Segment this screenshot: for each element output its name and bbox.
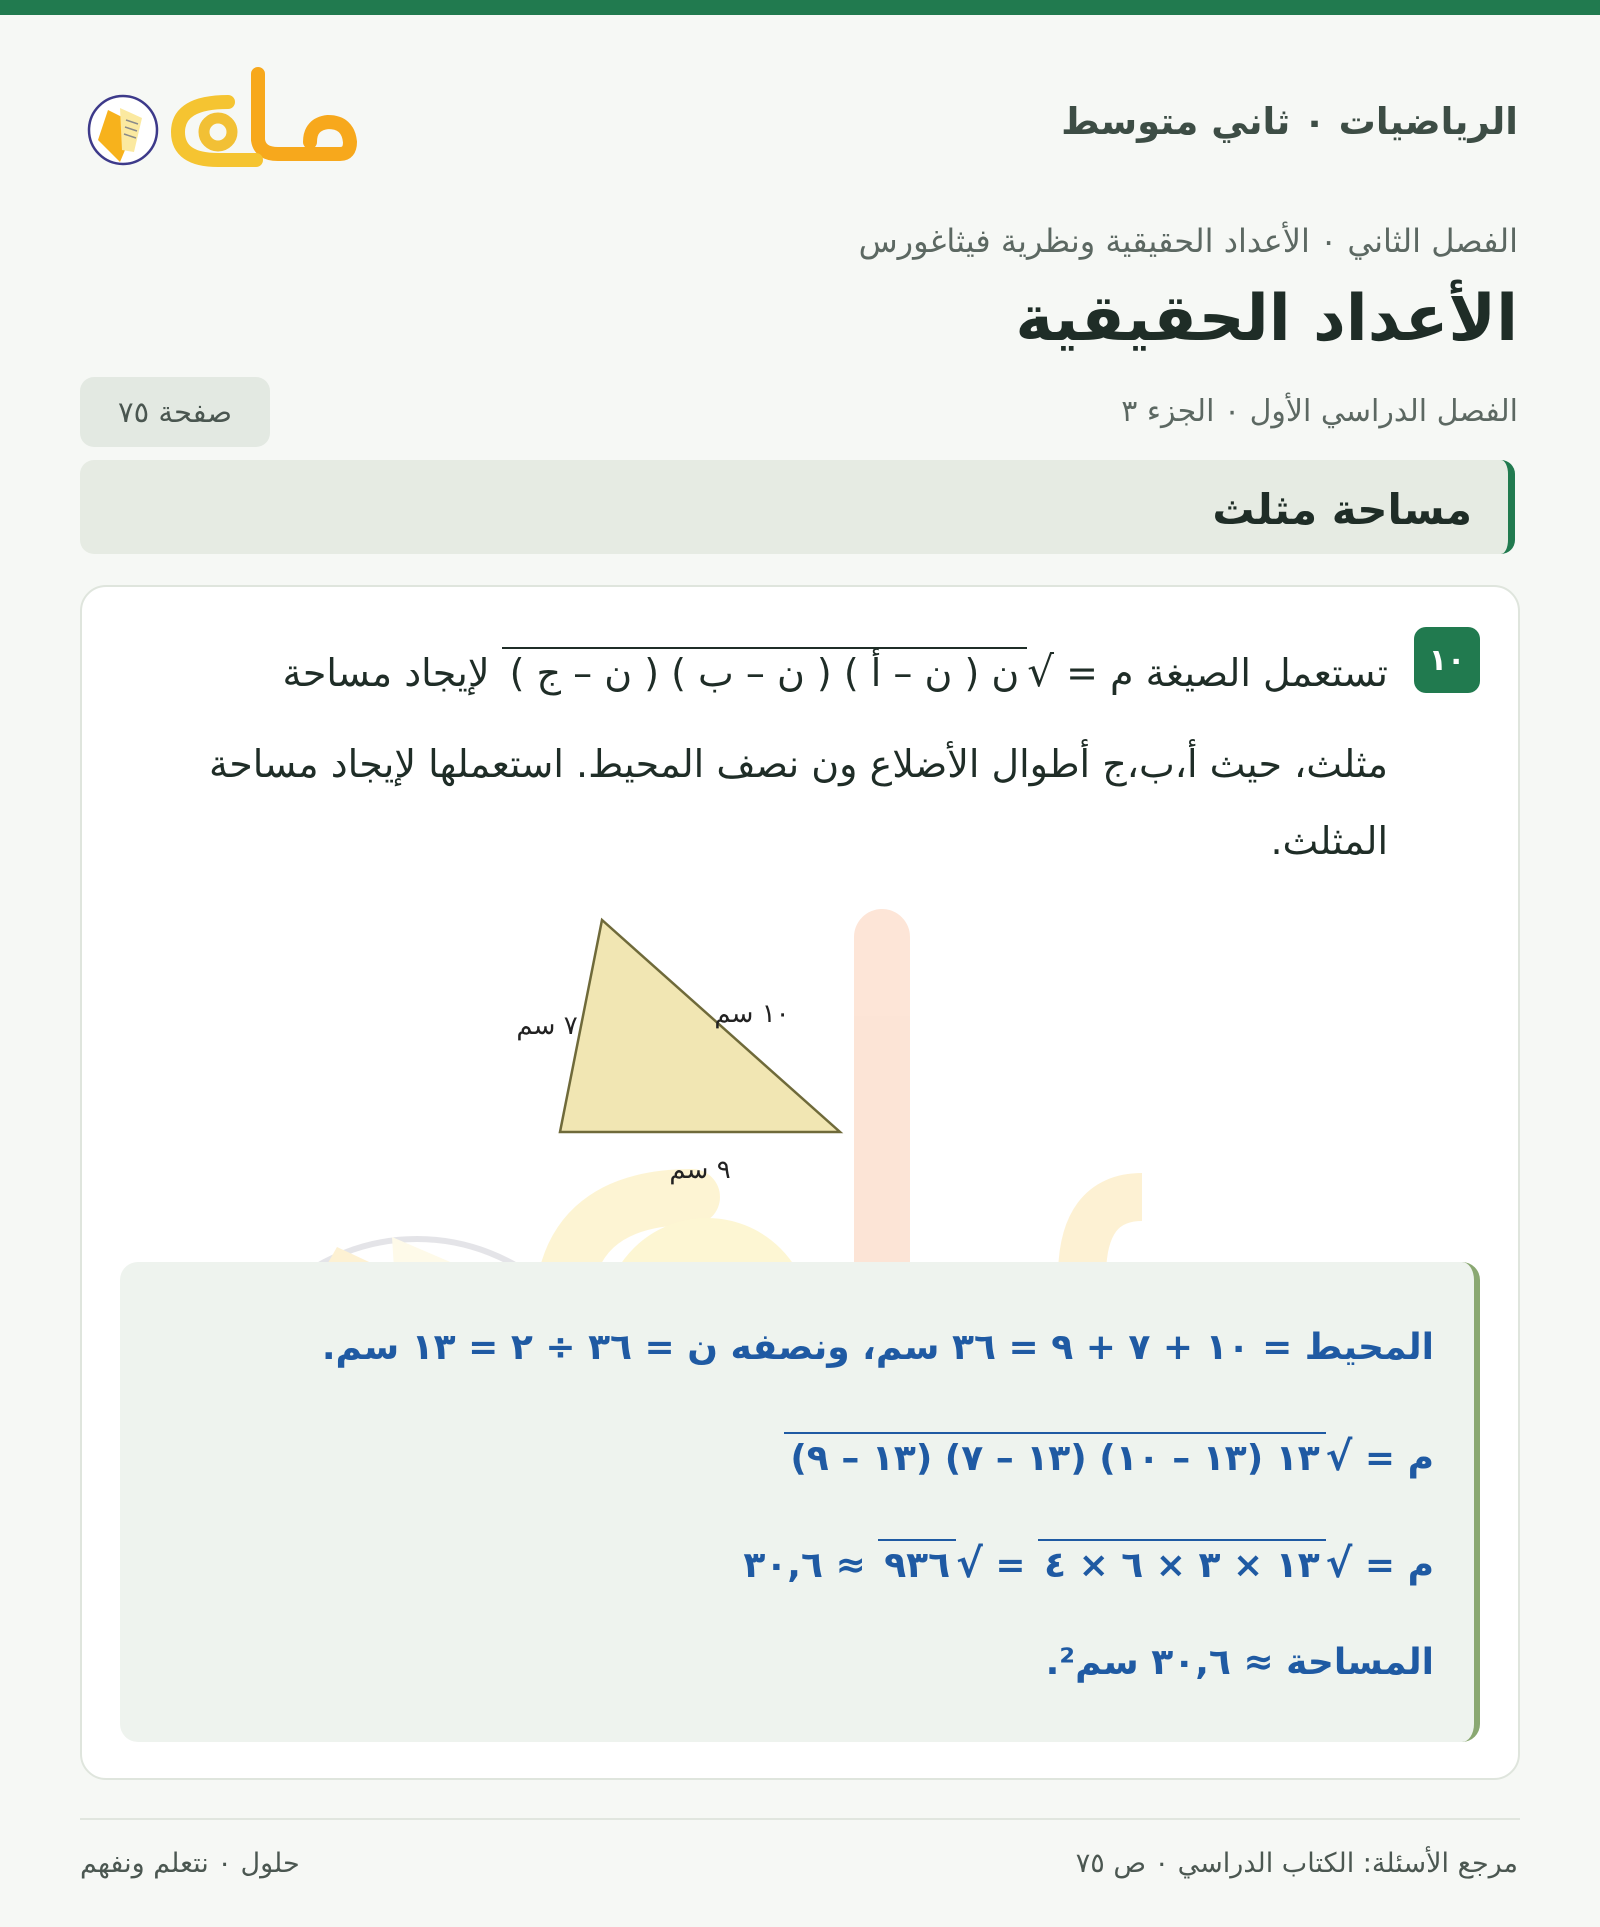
answer-approx-result: ≈ ٣٠,٦ [743, 1545, 866, 1586]
answer-equals-sign: = [995, 1545, 1026, 1586]
question-number-badge: ١٠ [1414, 627, 1480, 693]
answer-compute-line [743, 1539, 1434, 1587]
question-line-1 [282, 647, 1388, 696]
radical-sign-icon: √ [1325, 1434, 1353, 1480]
subject-label: الرياضيات ٠ ثاني متوسط [1061, 100, 1518, 143]
radical-sign-icon: √ [1027, 647, 1055, 696]
section-header [80, 460, 1515, 554]
answer-radicand: ١٣ (١٣ – ١٠) (١٣ – ٧) (١٣ – ٩) [784, 1432, 1325, 1479]
question-line-2: مثلث، حيث أ،ب،ج أطوال الأضلاع ون نصف المحيط. استعملها لإيجاد مساحة [208, 742, 1388, 786]
footer-divider [80, 1818, 1520, 1820]
footer-reference: مرجع الأسئلة: الكتاب الدراسي ٠ ص ٧٥ [1075, 1848, 1518, 1879]
answer-compute-prefix: م = [1364, 1545, 1434, 1586]
side-bottom-label: ٩ سم [669, 1155, 731, 1185]
triangle-figure [512, 912, 1072, 1232]
side-right-label: ١٠ سم [714, 999, 790, 1029]
formula-intro: تستعمل الصيغة م = [1066, 651, 1388, 695]
answer-formula-prefix: م = [1364, 1438, 1434, 1479]
footer-brand: حلول ٠ نتعلم ونفهم [80, 1848, 300, 1879]
chapter-breadcrumb: الفصل الثاني ٠ الأعداد الحقيقية ونظرية فيثاغورس [858, 222, 1518, 260]
answer-square-root-product [1038, 1539, 1352, 1587]
brand-logo[interactable] [78, 62, 358, 182]
answer-square-root [784, 1432, 1352, 1480]
formula-purpose: لإيجاد مساحة [282, 651, 490, 695]
answer-product-radicand: ١٣ × ٣ × ٦ × ٤ [1038, 1539, 1326, 1586]
question-line-3: المثلث. [1270, 819, 1388, 863]
answer-formula-line [784, 1432, 1434, 1480]
formula-square-root [502, 647, 1054, 696]
question-card [80, 585, 1520, 1780]
answer-square-root-value [878, 1539, 983, 1587]
page-title: الأعداد الحقيقية [1015, 282, 1518, 356]
answer-value-radicand: ٩٣٦ [878, 1539, 956, 1586]
triangle-shape [560, 920, 840, 1132]
radical-sign-icon: √ [956, 1541, 983, 1587]
logo-graphic [78, 62, 358, 182]
page-number-badge: صفحة ٧٥ [80, 377, 270, 447]
radical-sign-icon: √ [1325, 1541, 1353, 1587]
answer-box [120, 1262, 1480, 1742]
term-label: الفصل الدراسي الأول ٠ الجزء ٣ [1121, 394, 1518, 429]
formula-radicand: ن ( ن – أ ) ( ن – ب ) ( ن – ج ) [502, 647, 1028, 695]
answer-perimeter-line: المحيط = ١٠ + ٧ + ٩ = ٣٦ سم، ونصفه ن = ٣٦ ÷ ٢ = ١٣ سم. [321, 1327, 1434, 1368]
section-title: مساحة مثلث [1212, 485, 1472, 534]
top-accent-bar [0, 0, 1600, 15]
side-left-label: ٧ سم [516, 1011, 578, 1041]
answer-area-line: المساحة ≈ ٣٠,٦ سم². [1045, 1642, 1434, 1683]
